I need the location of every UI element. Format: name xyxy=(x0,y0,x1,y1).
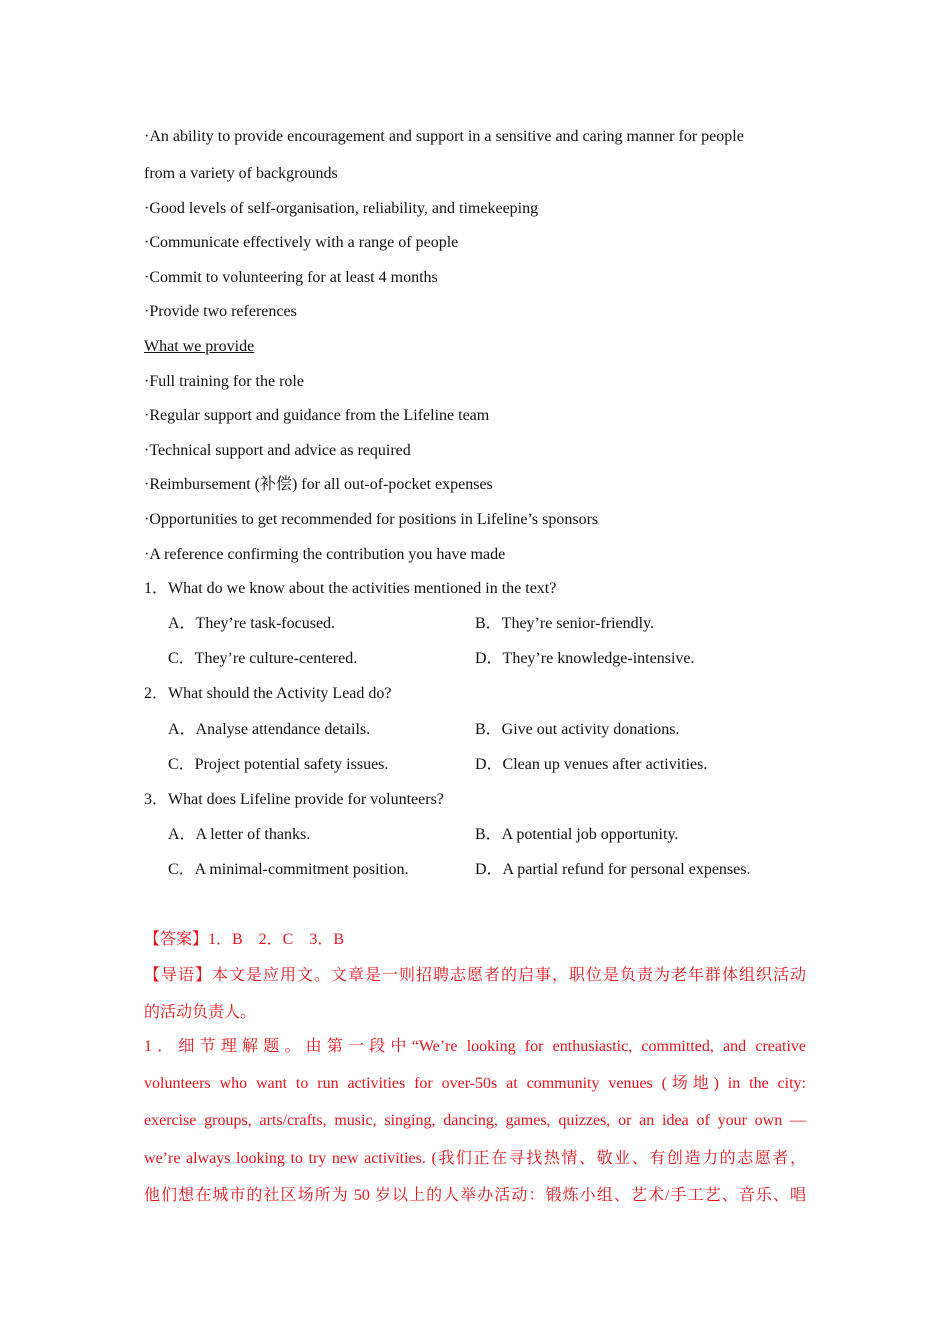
provide-item: ·Technical support and advice as required xyxy=(144,442,411,459)
requirement-line: ·Provide two references xyxy=(144,303,297,320)
guide-line: 【导语】本文是应用文。文章是一则招聘志愿者的启事，职位是负责为老年群体组织活动 xyxy=(144,967,806,984)
explanation-line: 他们想在城市的社区场所为 50 岁以上的人举办活动：锻炼小组、艺术/手工艺、音乐、唱 xyxy=(144,1187,806,1204)
requirement-line: from a variety of backgrounds xyxy=(144,165,338,182)
option-d: D．A partial refund for personal expenses. xyxy=(475,861,751,878)
option-c: C．Project potential safety issues. xyxy=(168,756,389,773)
option-d: D．They’re knowledge-intensive. xyxy=(475,650,695,667)
requirement-line: ·Communicate effectively with a range of people xyxy=(144,234,459,251)
option-a: A．Analyse attendance details. xyxy=(168,721,371,738)
option-a: A．They’re task-focused. xyxy=(168,615,336,632)
requirement-line: ·An ability to provide encouragement and support in a sensitive and caring manner for people xyxy=(144,128,744,145)
guide-line: 的活动负责人。 xyxy=(144,1004,257,1021)
option-b: B．They’re senior-friendly. xyxy=(475,615,655,632)
option-b: B．Give out activity donations. xyxy=(475,721,680,738)
answer-line: 【答案】1．B 2．C 3．B xyxy=(144,931,345,948)
question-stem: 3．What does Lifeline provide for volunteers? xyxy=(144,791,444,808)
option-d: D．Clean up venues after activities. xyxy=(475,756,708,773)
provide-item: ·Regular support and guidance from the Lifeline team xyxy=(144,407,490,424)
provide-item: ·A reference confirming the contribution you have made xyxy=(144,546,506,563)
provide-item: ·Opportunities to get recommended for positions in Lifeline’s sponsors xyxy=(144,511,599,528)
provide-item: ·Reimbursement (补偿) for all out-of-pocket expenses xyxy=(144,476,493,493)
option-c: C．A minimal-commitment position. xyxy=(168,861,409,878)
option-a: A．A letter of thanks. xyxy=(168,826,311,843)
question-stem: 2．What should the Activity Lead do? xyxy=(144,685,392,702)
requirement-line: ·Commit to volunteering for at least 4 months xyxy=(144,269,438,286)
section-heading: What we provide xyxy=(144,338,255,355)
requirement-line: ·Good levels of self-organisation, reliability, and timekeeping xyxy=(144,200,539,217)
provide-item: ·Full training for the role xyxy=(144,373,304,390)
explanation-line: volunteers who want to run activities for over-50s at community venues (场地) in the city: xyxy=(144,1075,806,1092)
explanation-line: we’re always looking to try new activities. (我们正在寻找热情、敬业、有创造力的志愿者， xyxy=(144,1150,806,1167)
explanation-line: 1．细节理解题。由第一段中“We’re looking for enthusiastic, committed, and creative xyxy=(144,1038,806,1055)
option-b: B．A potential job opportunity. xyxy=(475,826,679,843)
option-c: C．They’re culture-centered. xyxy=(168,650,358,667)
question-stem: 1．What do we know about the activities mentioned in the text? xyxy=(144,580,557,597)
explanation-line: exercise groups, arts/crafts, music, singing, dancing, games, quizzes, or an idea of your own — xyxy=(144,1112,806,1129)
